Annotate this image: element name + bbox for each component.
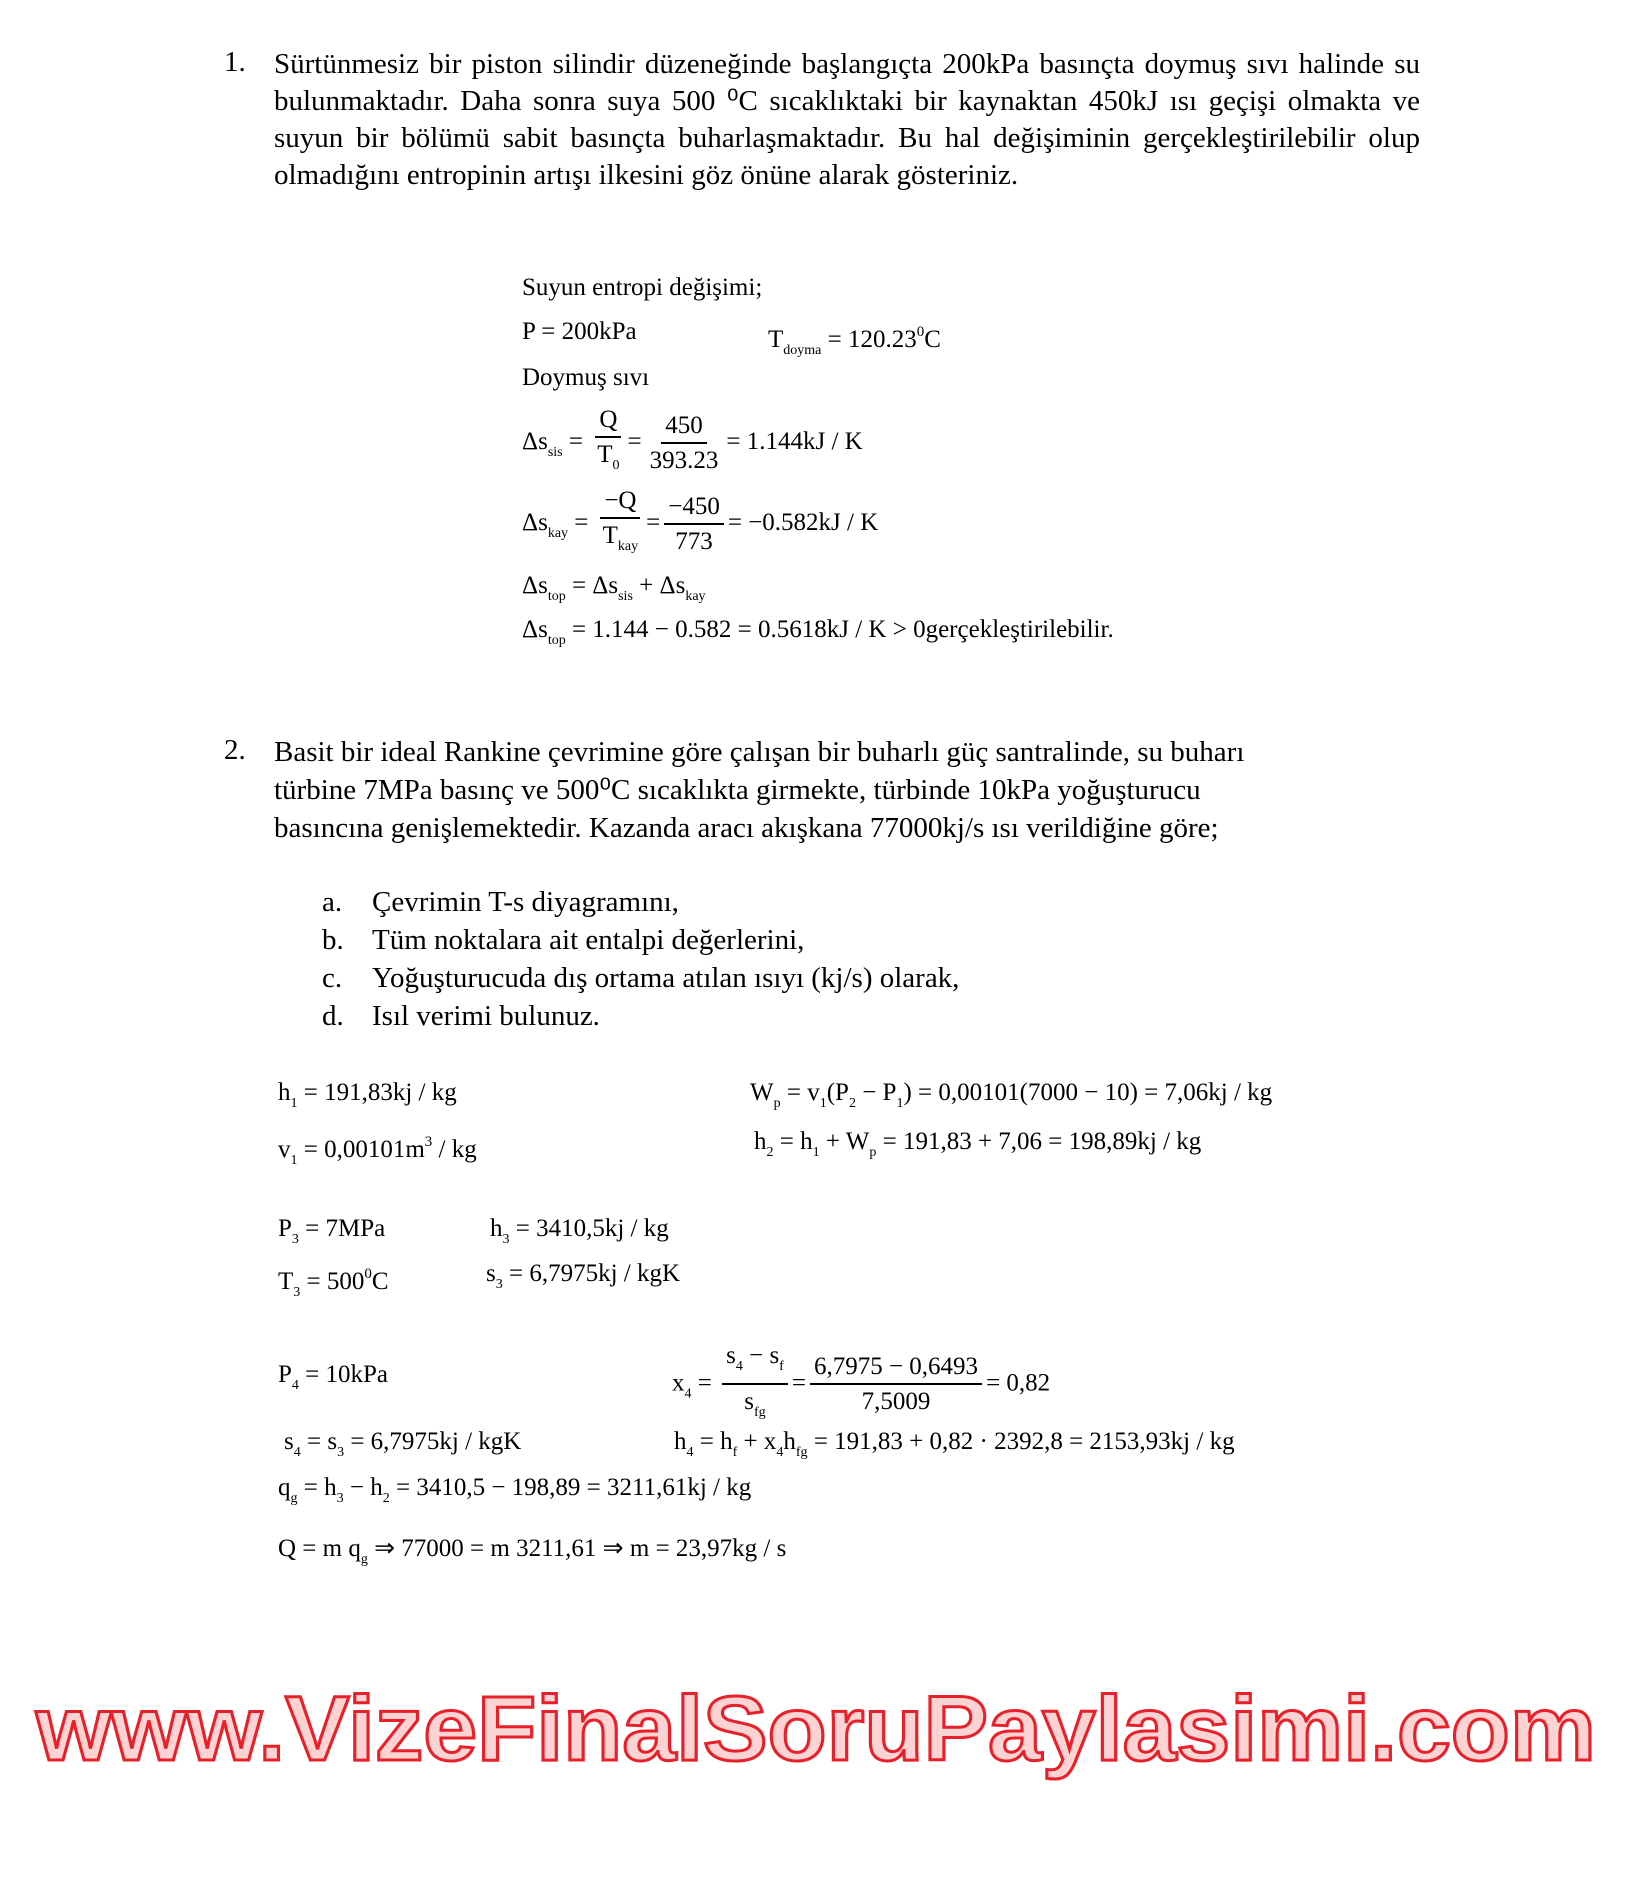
denominator xyxy=(599,519,643,564)
math-text: h xyxy=(674,1428,687,1455)
math-text: Q xyxy=(599,406,618,433)
denominator xyxy=(593,438,623,483)
math-text: = 10kPa xyxy=(298,1361,389,1388)
math-text: T xyxy=(597,441,613,468)
math-text: q xyxy=(278,1474,291,1501)
math-text: 6,7975 − 0,6493 xyxy=(813,1353,979,1380)
math-text: 7,5009 xyxy=(861,1388,931,1415)
math-text: = 1.144kJ / K xyxy=(726,428,863,456)
math-text: −450 xyxy=(668,492,720,520)
subscript: 0 xyxy=(612,458,620,473)
equation-line xyxy=(278,1078,457,1119)
equation-line xyxy=(278,1360,388,1401)
math-text: T xyxy=(768,326,784,353)
question-line: basıncına genişlemektedir. Kazanda aracı akışkana 77000kj/s ısı verildiğine göre; xyxy=(274,812,1219,844)
math-text: + Δs xyxy=(632,572,686,599)
equation-line xyxy=(522,485,878,564)
equation-line xyxy=(486,1259,680,1300)
subscript: kay xyxy=(617,539,639,554)
numerator xyxy=(664,491,724,525)
math-text: P = 200kPa xyxy=(522,318,637,345)
subscript: 1 xyxy=(290,1096,298,1111)
equation-line xyxy=(278,1473,751,1514)
subscript: 4 xyxy=(293,1445,301,1460)
fraction xyxy=(664,491,724,559)
math-text: s xyxy=(486,1260,496,1287)
math-text: 450 xyxy=(665,411,703,439)
math-text: C xyxy=(924,326,941,353)
math-text: + x xyxy=(737,1428,777,1455)
fraction xyxy=(593,404,623,483)
math-text: h xyxy=(278,1079,291,1106)
subscript: 4 xyxy=(684,1386,692,1402)
subscript: p xyxy=(869,1145,877,1160)
item-letter: c. xyxy=(322,962,343,994)
math-text: Δs xyxy=(522,509,548,537)
math-text: Δs xyxy=(522,572,548,599)
subscript: sis xyxy=(547,445,563,461)
math-text: h xyxy=(490,1215,503,1242)
question-number: 1. xyxy=(224,46,246,78)
equation-line xyxy=(278,1534,786,1575)
math-text: (P xyxy=(826,1079,849,1106)
subscript: 3 xyxy=(336,1491,344,1506)
denominator xyxy=(671,525,717,559)
item-letter: b. xyxy=(322,924,344,956)
math-text: ) = 0,00101(7000 − 10) = 7,06kj / kg xyxy=(903,1079,1273,1106)
math-text: = h xyxy=(297,1474,337,1501)
math-text: T xyxy=(602,522,618,549)
subscript: fg xyxy=(795,1445,808,1460)
subscript: 2 xyxy=(848,1096,856,1111)
math-text: = v xyxy=(780,1079,820,1106)
superscript: 0 xyxy=(364,1266,372,1282)
math-text: C xyxy=(371,1268,389,1295)
numerator xyxy=(600,485,640,519)
math-text: = h xyxy=(773,1128,813,1155)
math-text: Δs xyxy=(522,428,548,456)
math-text: T xyxy=(278,1268,294,1295)
denominator xyxy=(740,1385,769,1430)
equation-line xyxy=(278,1127,477,1176)
subscript: p xyxy=(773,1096,781,1111)
subscript: 3 xyxy=(293,1285,301,1300)
item-text: Isıl verimi bulunuz. xyxy=(372,1000,600,1032)
equation-line xyxy=(522,317,637,347)
math-text: ⇒ 77000 = m 3211,61 ⇒ m = 23,97kg / s xyxy=(367,1535,787,1562)
math-text: 773 xyxy=(675,527,713,555)
math-text: Suyun entropi değişimi; xyxy=(522,274,763,301)
subscript: doyma xyxy=(783,343,822,358)
subscript: 2 xyxy=(382,1491,390,1506)
math-text: = 7MPa xyxy=(298,1215,386,1242)
denominator xyxy=(858,1385,935,1419)
subscript: 2 xyxy=(766,1145,774,1160)
math-text: Δs xyxy=(522,616,548,643)
math-text: / kg xyxy=(432,1136,477,1163)
subscript: 1 xyxy=(896,1096,904,1111)
subscript: 4 xyxy=(291,1378,299,1393)
math-text: = 6,7975kj / kgK xyxy=(502,1260,681,1287)
equation-line xyxy=(490,1214,669,1255)
math-text: s xyxy=(744,1388,754,1415)
equation-line xyxy=(284,1427,521,1468)
math-text: v xyxy=(278,1136,291,1163)
equation-line xyxy=(522,273,762,303)
math-text: s xyxy=(726,1342,736,1369)
math-text: = 3410,5kj / kg xyxy=(509,1215,669,1242)
subscript: fg xyxy=(754,1405,766,1420)
math-text: = 6,7975kj / kgK xyxy=(344,1428,522,1455)
superscript: 3 xyxy=(424,1134,433,1150)
math-text: x xyxy=(672,1369,685,1397)
subscript: 4 xyxy=(776,1445,784,1460)
math-text: − h xyxy=(343,1474,383,1501)
question-line: türbine 7MPa basınç ve 500⁰C sıcaklıkta girmekte, türbinde 10kPa yoğuşturucu xyxy=(274,774,1201,806)
subscript: 3 xyxy=(502,1232,510,1247)
denominator xyxy=(646,444,723,478)
math-text: Q = m q xyxy=(278,1535,361,1562)
math-text: 393.23 xyxy=(649,446,719,474)
math-text: = 120.23 xyxy=(821,326,917,353)
fraction xyxy=(646,410,723,478)
equation-line xyxy=(522,404,863,483)
subscript: g xyxy=(360,1552,368,1567)
equation-line xyxy=(522,363,649,393)
watermark xyxy=(0,1640,1632,1840)
math-text: = −0.582kJ / K xyxy=(727,509,879,537)
math-text: = Δs xyxy=(565,572,619,599)
equation-line xyxy=(674,1427,1235,1468)
math-text: = 500 xyxy=(300,1268,365,1295)
subscript: sis xyxy=(618,589,633,604)
subscript: f xyxy=(779,1359,784,1374)
fraction xyxy=(722,1340,788,1430)
math-text: = 191,83kj / kg xyxy=(297,1079,457,1106)
math-text: = xyxy=(646,509,661,537)
subscript: 1 xyxy=(812,1145,820,1160)
math-text: = xyxy=(691,1369,719,1397)
watermark-text: www.VizeFinalSoruPaylasimi.com xyxy=(34,1678,1597,1780)
numerator xyxy=(595,404,621,438)
subscript: 1 xyxy=(290,1153,298,1168)
math-text: P xyxy=(278,1215,292,1242)
item-text: Tüm noktalara ait entalpi değerlerini, xyxy=(372,924,805,956)
math-text: = 1.144 − 0.582 = 0.5618kJ / K > 0gerçekleştirilebilir. xyxy=(565,616,1114,643)
equation-line xyxy=(278,1214,385,1255)
equation-line xyxy=(522,571,706,612)
math-text: = xyxy=(791,1369,806,1397)
subscript: 3 xyxy=(337,1445,345,1460)
question-number: 2. xyxy=(224,734,246,766)
subscript: 1 xyxy=(819,1096,827,1111)
fraction xyxy=(810,1351,982,1419)
math-text: W xyxy=(750,1079,774,1106)
math-text: = 0,00101m xyxy=(297,1136,425,1163)
equation-line xyxy=(768,317,941,366)
math-text: + W xyxy=(819,1128,870,1155)
math-text: = xyxy=(627,428,642,456)
numerator xyxy=(661,410,707,444)
math-text: h xyxy=(783,1428,796,1455)
math-text: P xyxy=(278,1361,292,1388)
item-letter: a. xyxy=(322,886,343,918)
numerator xyxy=(810,1351,982,1385)
math-text: = xyxy=(562,428,590,456)
question-text: Sürtünmesiz bir piston silindir düzeneğinde başlangıçta 200kPa basınçta doymuş sıvı halinde su bulunmaktadır. Daha sonra suya 500 ⁰C sıcaklıktaki bir kaynaktan 450kJ ısı geçişi olmakta ve suyun bir bölümü sabit basınçta buharlaşmaktadır. Bu hal değişiminin gerçekleştirilebilir olup olmadığını entropinin artışı ilkesini göz önüne alarak gösteriniz. xyxy=(274,48,1420,191)
math-text: = 0,82 xyxy=(986,1369,1051,1397)
subscript: 3 xyxy=(291,1232,299,1247)
item-text: Çevrimin T-s diyagramını, xyxy=(372,886,679,918)
math-text: = 3410,5 − 198,89 = 3211,61kj / kg xyxy=(389,1474,752,1501)
superscript: 0 xyxy=(916,324,925,340)
equation-line xyxy=(672,1340,1050,1430)
item-text: Yoğuşturucuda dış ortama atılan ısıyı (kj/s) olarak, xyxy=(372,962,960,994)
subscript: g xyxy=(290,1491,298,1506)
equation-line xyxy=(750,1078,1272,1119)
equation-line xyxy=(754,1127,1201,1168)
math-text: − s xyxy=(742,1342,780,1369)
fraction xyxy=(599,485,643,564)
question-line: Basit bir ideal Rankine çevrimine göre çalışan bir buharlı güç santralinde, su buharı xyxy=(274,736,1245,768)
equation-line xyxy=(522,615,1114,656)
math-text: −Q xyxy=(604,487,637,514)
math-text: − P xyxy=(855,1079,897,1106)
math-text: h xyxy=(754,1128,767,1155)
math-text: = s xyxy=(300,1428,338,1455)
subscript: kay xyxy=(547,526,569,542)
math-text: = 191,83 + 7,06 = 198,89kj / kg xyxy=(876,1128,1202,1155)
numerator xyxy=(722,1340,788,1385)
math-text: s xyxy=(284,1428,294,1455)
subscript: 4 xyxy=(686,1445,694,1460)
subscript: 4 xyxy=(735,1359,743,1374)
subscript: 3 xyxy=(495,1277,503,1292)
math-text: Doymuş sıvı xyxy=(522,364,650,391)
math-text: = h xyxy=(693,1428,733,1455)
subscript: f xyxy=(732,1445,738,1460)
subscript: top xyxy=(547,589,566,604)
math-text: = xyxy=(568,509,595,537)
subscript: kay xyxy=(685,589,706,604)
item-letter: d. xyxy=(322,1000,344,1032)
subscript: top xyxy=(547,633,566,648)
math-text: = 191,83 + 0,82 · 2392,8 = 2153,93kj / kg xyxy=(807,1428,1235,1455)
equation-line xyxy=(278,1259,389,1308)
